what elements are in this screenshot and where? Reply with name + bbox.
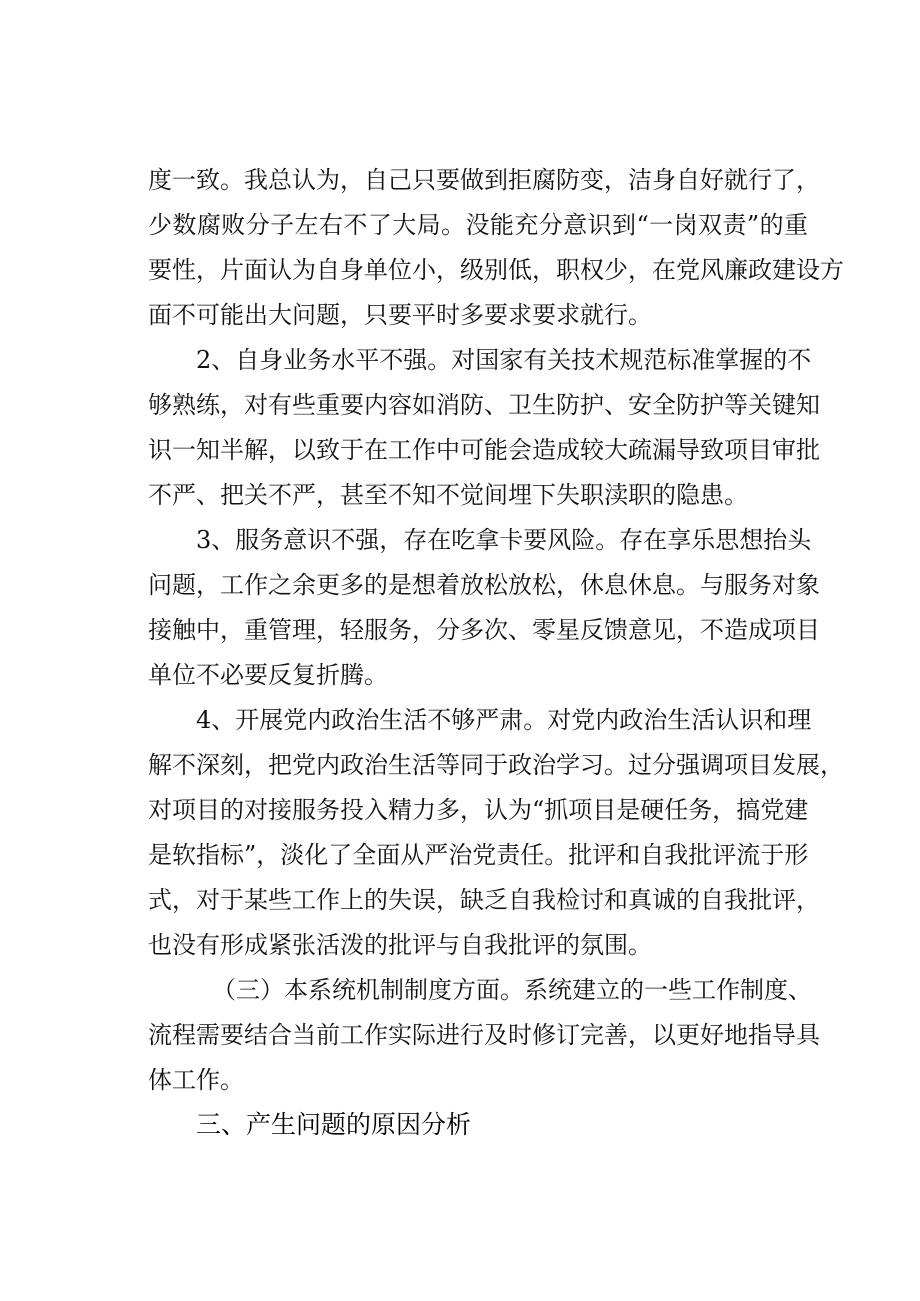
paragraph-4-line-4: 是软指标”，淡化了全面从严治党责任。批评和自我批评流于形 [148, 841, 809, 869]
paragraph-4-line-5: 式，对于某些工作上的失误，缺乏自我检讨和真诚的自我批评， [148, 886, 820, 914]
paragraph-2-line-4: 不严、把关不严，甚至不知不觉间埋下失职渎职的隐患。 [148, 481, 748, 509]
section-heading: 三、产生问题的原因分析 [196, 1110, 472, 1139]
paragraph-3-line-2: 问题，工作之余更多的是想着放松放松，休息休息。与服务对象 [148, 571, 820, 599]
paragraph-3-line-3: 接触中，重管理，轻服务，分多次、零星反馈意见，不造成项目 [148, 616, 820, 644]
paragraph-4-line-2: 解不深刻，把党内政治生活等同于政治学习。过分强调项目发展， [148, 751, 844, 779]
paragraph-5-line-3: 体工作。 [148, 1066, 244, 1094]
paragraph-1-line-3: 要性，片面认为自身单位小，级别低，职权少，在党风廉政建设方 [148, 256, 844, 284]
paragraph-2-line-3: 识一知半解，以致于在工作中可能会造成较大疏漏导致项目审批 [148, 436, 820, 464]
paragraph-3-line-1: 3、服务意识不强，存在吃拿卡要风险。存在享乐思想抬头 [196, 526, 812, 554]
paragraph-2-line-1: 2、自身业务水平不强。对国家有关技术规范标准掌握的不 [196, 346, 812, 374]
paragraph-1-line-2: 少数腐败分子左右不了大局。没能充分意识到“一岗双责”的重 [148, 211, 808, 239]
paragraph-2-line-2: 够熟练，对有些重要内容如消防、卫生防护、安全防护等关键知 [148, 391, 820, 419]
paragraph-4-line-1: 4、开展党内政治生活不够严肃。对党内政治生活认识和理 [196, 706, 812, 734]
paragraph-5-line-1: （三）本系统机制制度方面。系统建立的一些工作制度、 [212, 976, 812, 1004]
paragraph-4-line-3: 对项目的对接服务投入精力多，认为“抓项目是硬任务，搞党建 [148, 796, 809, 824]
paragraph-1-line-1: 度一致。我总认为，自己只要做到拒腐防变，洁身自好就行了， [148, 166, 820, 194]
paragraph-5-line-2: 流程需要结合当前工作实际进行及时修订完善，以更好地指导具 [148, 1021, 820, 1049]
paragraph-4-line-6: 也没有形成紧张活泼的批评与自我批评的氛围。 [148, 931, 652, 959]
paragraph-1-line-4: 面不可能出大问题，只要平时多要求要求就行。 [148, 301, 652, 329]
paragraph-3-line-4: 单位不必要反复折腾。 [148, 661, 388, 689]
